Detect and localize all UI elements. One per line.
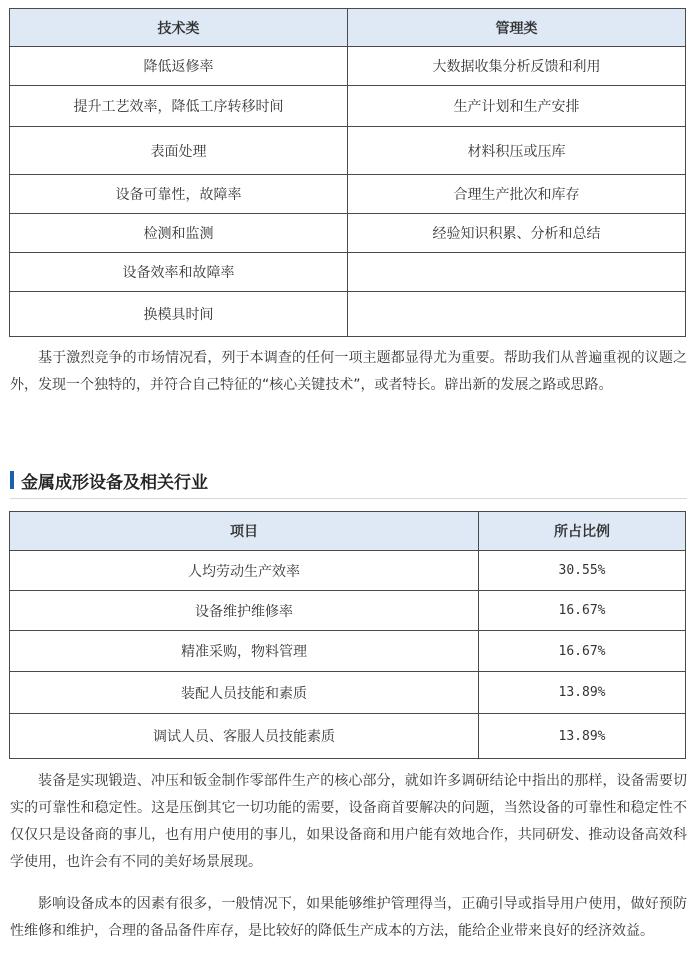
cell-technical: 提升工艺效率，降低工序转移时间 (10, 86, 348, 127)
table-row (10, 214, 686, 253)
cell-management: 经验知识积累、分析和总结 (348, 214, 686, 253)
table-row (10, 86, 686, 127)
table-row (10, 253, 686, 292)
cell-proportion: 16.67% (479, 631, 686, 672)
cell-proportion: 16.67% (479, 591, 686, 631)
cell-management: 材料积压或压库 (348, 127, 686, 175)
table-row (10, 591, 686, 631)
cell-technical: 检测和监测 (10, 214, 348, 253)
cell-proportion: 13.89% (479, 672, 686, 714)
table-header-row (10, 512, 686, 551)
cell-technical: 表面处理 (10, 127, 348, 175)
table-row (10, 714, 686, 759)
table-row (10, 175, 686, 214)
header-technical: 技术类 (10, 9, 348, 47)
paragraph-market: 基于激烈竞争的市场情况看，列于本调查的任何一项主题都显得尤为重要。帮助我们从普遍重视的议题之外，发现一个独特的，并符合自己特征的“核心关键技术”，或者特长。辟出新的发展之路或思路。 (10, 350, 687, 393)
table-row (10, 292, 686, 337)
table-header-row (10, 9, 686, 47)
proportion-table (9, 511, 686, 759)
cell-management (348, 253, 686, 292)
cell-technical: 降低返修率 (10, 47, 348, 86)
table-row (10, 631, 686, 672)
table-row (10, 672, 686, 714)
cell-item: 装配人员技能和素质 (10, 672, 479, 714)
section-title: 金属成形设备及相关行业 (21, 473, 208, 493)
cell-management: 生产计划和生产安排 (348, 86, 686, 127)
cell-technical: 换模具时间 (10, 292, 348, 337)
cell-item: 精准采购，物料管理 (10, 631, 479, 672)
header-proportion: 所占比例 (479, 512, 686, 551)
cell-technical: 设备可靠性，故障率 (10, 175, 348, 214)
category-table (9, 8, 686, 337)
paragraph-equipment: 装备是实现锻造、冲压和钣金制作零部件生产的核心部分，就如许多调研结论中指出的那样，设备需要切实的可靠性和稳定性。这是压倒其它一切功能的需要，设备商首要解决的问题，当然设备的可靠性和稳定性不仅仅只是设备商的事儿，也有用户使用的事儿，如果设备商和用户能有效地合作，共同研发、推动设备高效科学使用，也许会有不同的美好场景展现。 (10, 773, 687, 870)
cell-proportion: 13.89% (479, 714, 686, 759)
header-item: 项目 (10, 512, 479, 551)
table-row (10, 47, 686, 86)
cell-technical: 设备效率和故障率 (10, 253, 348, 292)
cell-management (348, 292, 686, 337)
table-row (10, 127, 686, 175)
section-heading (10, 466, 687, 499)
cell-proportion: 30.55% (479, 551, 686, 591)
paragraph-cost: 影响设备成本的因素有很多，一般情况下，如果能够维护管理得当，正确引导或指导用户使用，做好预防性维修和维护，合理的备品备件库存，是比较好的降低生产成本的方法，能给企业带来良好的经济效益。 (10, 896, 687, 939)
cell-management: 合理生产批次和库存 (348, 175, 686, 214)
cell-item: 人均劳动生产效率 (10, 551, 479, 591)
cell-management: 大数据收集分析反馈和利用 (348, 47, 686, 86)
header-management: 管理类 (348, 9, 686, 47)
cell-item: 调试人员、客服人员技能素质 (10, 714, 479, 759)
section-accent-bar (10, 471, 14, 489)
table-row (10, 551, 686, 591)
cell-item: 设备维护维修率 (10, 591, 479, 631)
